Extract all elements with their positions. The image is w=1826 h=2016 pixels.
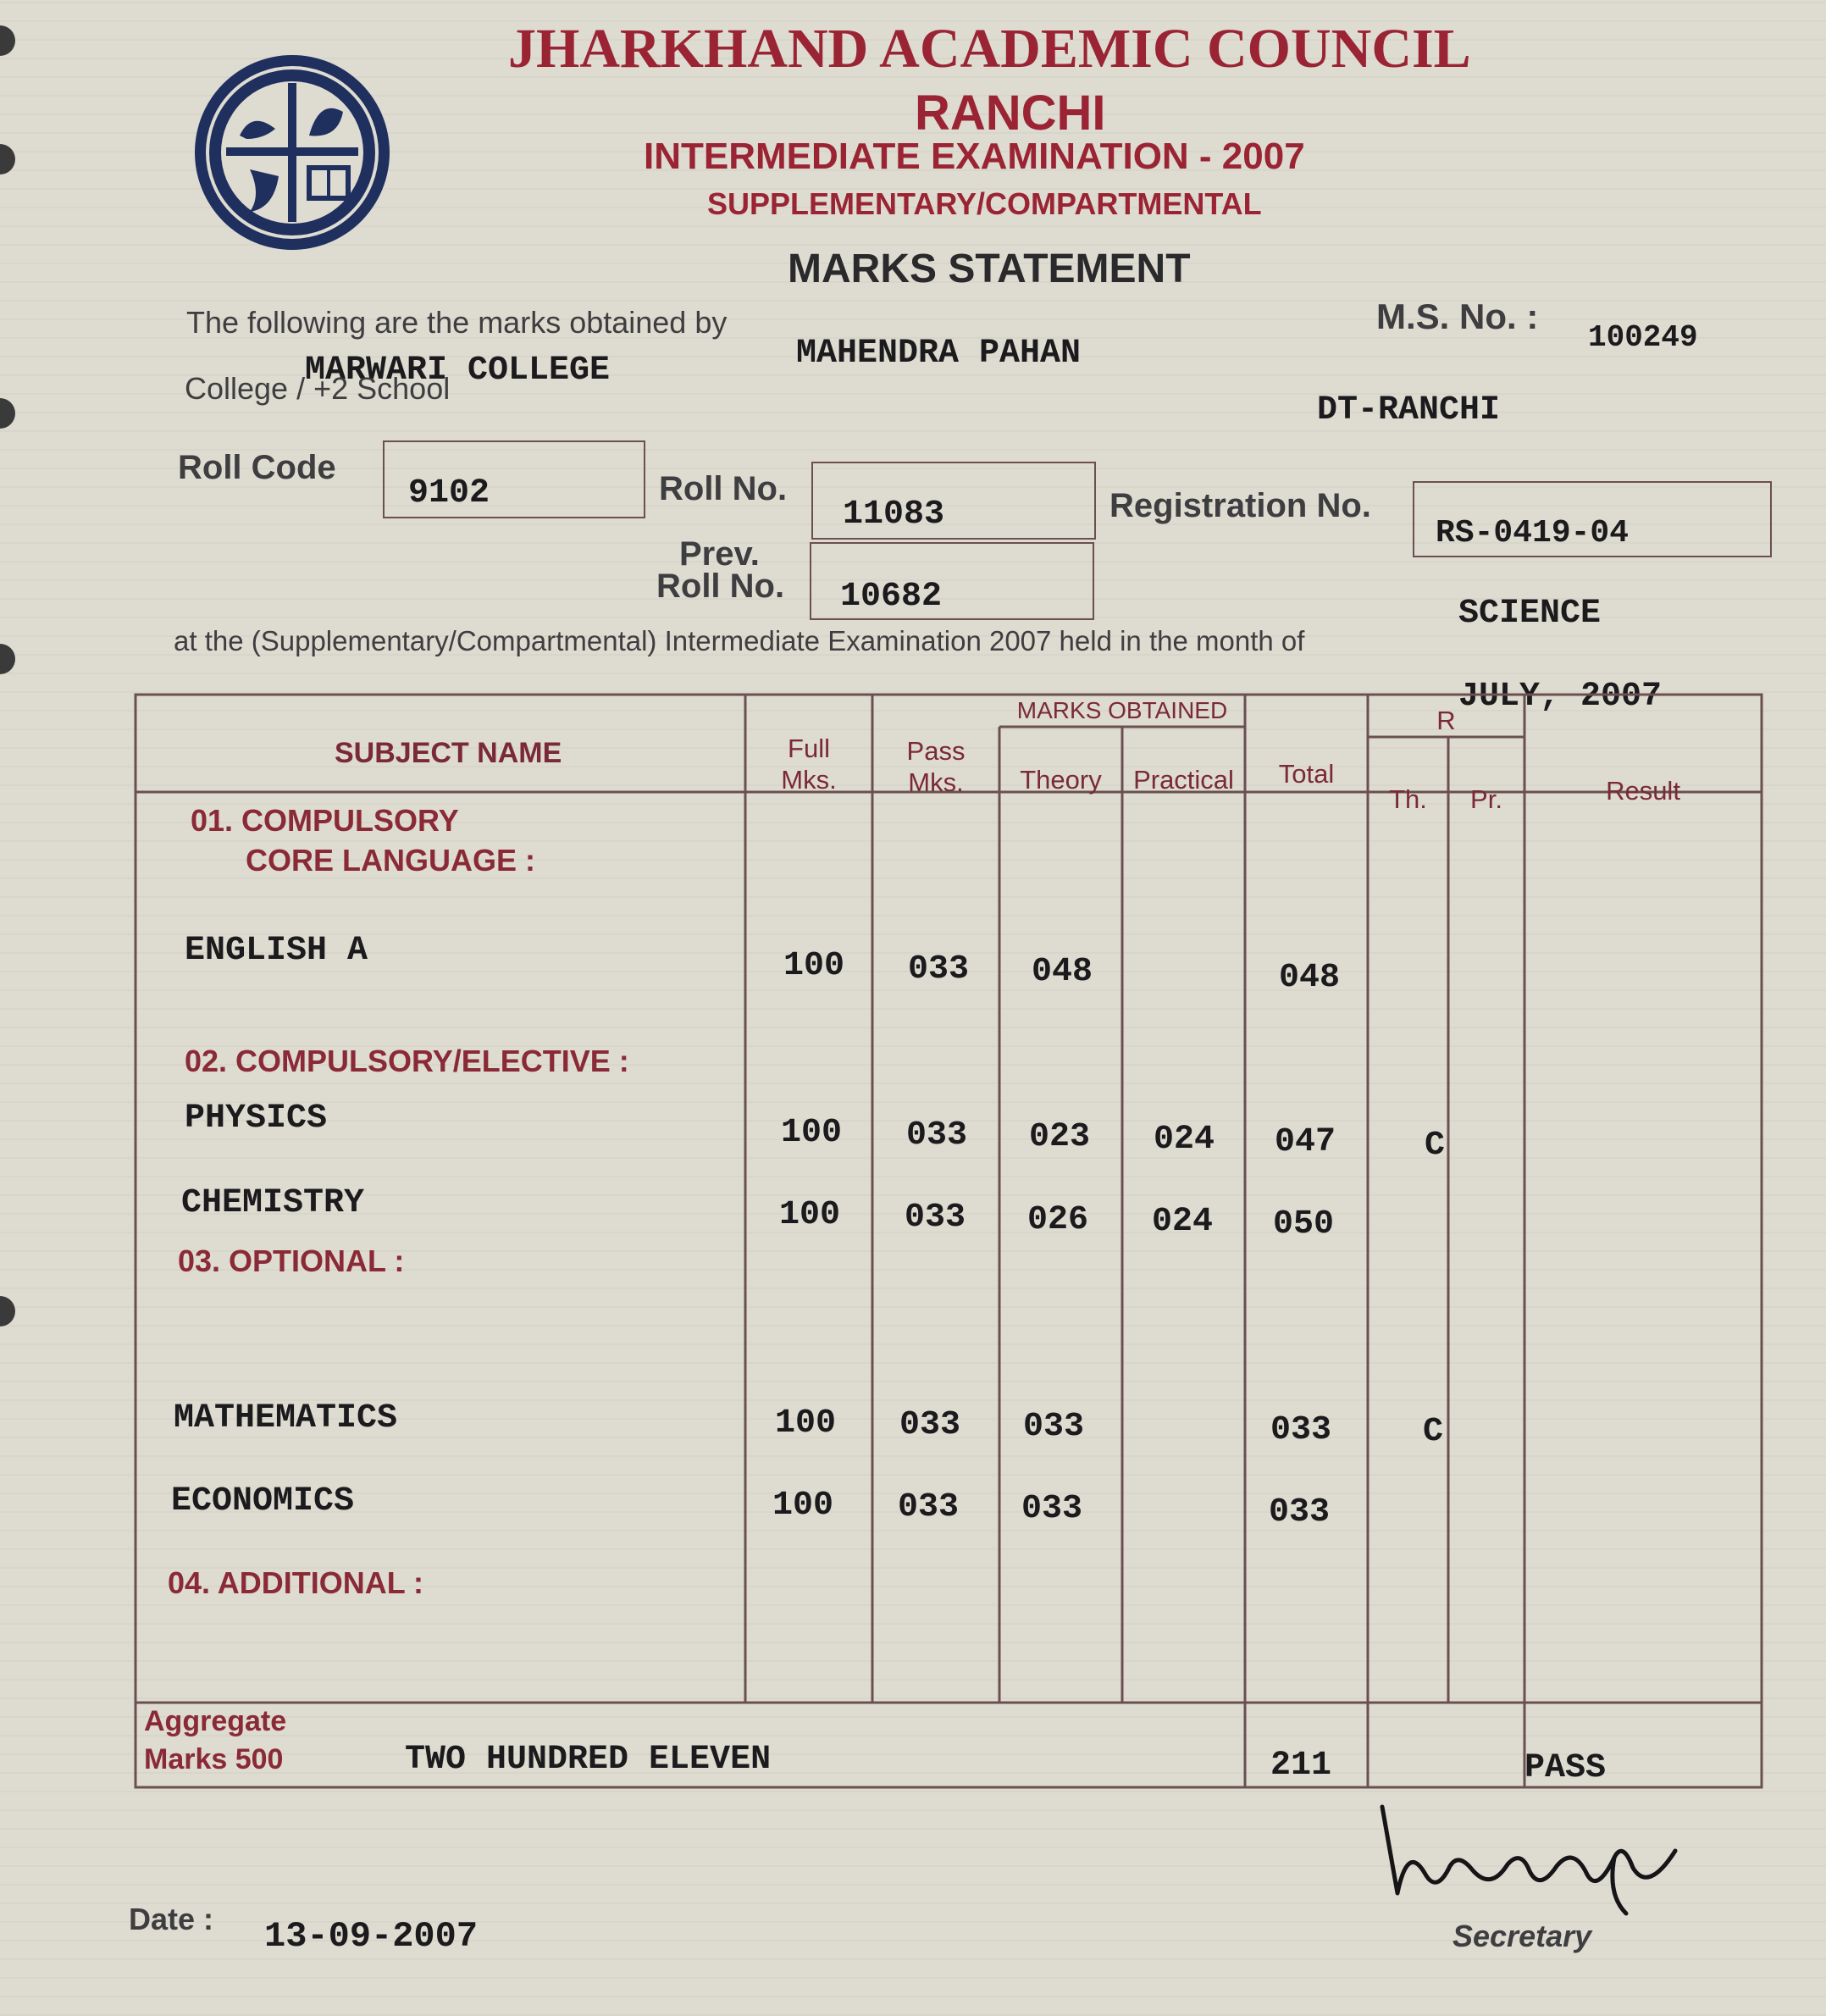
section-core-language: CORE LANGUAGE : [246, 843, 535, 878]
total-marks: 048 [1279, 959, 1341, 997]
header-theory: Theory [1020, 765, 1102, 795]
city-title: RANCHI [915, 86, 1106, 141]
subject-name: ECONOMICS [171, 1482, 355, 1520]
section-compulsory: 01. COMPULSORY [191, 803, 459, 838]
roll-code-value: 9102 [408, 474, 490, 512]
prev-roll-label-1: Prev. [679, 535, 760, 573]
secretary-label: Secretary [1452, 1919, 1592, 1953]
pass-marks: 033 [906, 1116, 968, 1155]
header-subject-name: SUBJECT NAME [335, 737, 562, 769]
aggregate-total: 211 [1270, 1747, 1332, 1785]
total-marks: 047 [1275, 1123, 1336, 1161]
registration-label: Registration No. [1109, 487, 1371, 524]
final-result: PASS [1524, 1749, 1607, 1787]
roll-code-label: Roll Code [178, 449, 336, 486]
practical-marks: 024 [1152, 1203, 1214, 1241]
prev-roll-label-2: Roll No. [656, 568, 785, 605]
section-elective: 02. COMPULSORY/ELECTIVE : [185, 1044, 629, 1078]
secretary-signature-icon [1364, 1800, 1702, 1927]
college-name: MARWARI COLLEGE [305, 352, 611, 390]
aggregate-label: Aggregate [144, 1705, 287, 1737]
theory-marks: 033 [1023, 1408, 1085, 1446]
exam-title: INTERMEDIATE EXAMINATION - 2007 [644, 136, 1305, 177]
registration-value: RS-0419-04 [1436, 515, 1630, 551]
full-marks: 100 [781, 1114, 843, 1152]
pass-marks: 033 [898, 1488, 960, 1526]
theory-marks: 048 [1032, 953, 1093, 991]
candidate-name: MAHENDRA PAHAN [796, 335, 1082, 373]
practical-marks: 024 [1154, 1121, 1215, 1159]
held-text: at the (Supplementary/Compartmental) Intermediate Examination 2007 held in the month of [174, 625, 1305, 656]
header-r-theory: Th. [1389, 784, 1427, 814]
remark-theory: C [1425, 1127, 1446, 1165]
issue-date: 13-09-2007 [264, 1916, 479, 1957]
pass-marks: 033 [908, 950, 970, 989]
council-title: JHARKHAND ACADEMIC COUNCIL [508, 18, 1471, 80]
aggregate-max-label: Marks 500 [144, 1743, 284, 1775]
subject-name: CHEMISTRY [181, 1184, 365, 1222]
intro-text: The following are the marks obtained by [186, 305, 728, 340]
date-label: Date : [129, 1902, 214, 1936]
document-title: MARKS STATEMENT [788, 246, 1191, 291]
total-marks: 033 [1270, 1411, 1332, 1449]
theory-marks: 033 [1021, 1490, 1083, 1528]
total-marks: 050 [1273, 1205, 1335, 1243]
header-result: Result [1606, 776, 1680, 806]
header-pass-marks: Pass Mks. [906, 736, 966, 798]
pass-marks: 033 [905, 1199, 966, 1237]
header-marks-obtained: MARKS OBTAINED [1016, 697, 1228, 723]
aggregate-in-words: TWO HUNDRED ELEVEN [405, 1741, 772, 1779]
ms-number-label: M.S. No. : [1376, 296, 1539, 336]
section-additional: 04. ADDITIONAL : [168, 1565, 424, 1600]
pass-marks: 033 [899, 1406, 961, 1444]
ms-number-value: 100249 [1588, 320, 1698, 355]
district: DT-RANCHI [1317, 391, 1501, 429]
remark-theory: C [1423, 1413, 1444, 1451]
full-marks: 100 [772, 1487, 834, 1525]
header-total: Total [1278, 759, 1335, 789]
header-r: R [1436, 706, 1456, 735]
subject-name: MATHEMATICS [174, 1399, 398, 1437]
full-marks: 100 [775, 1404, 837, 1443]
theory-marks: 023 [1029, 1118, 1091, 1156]
section-optional: 03. OPTIONAL : [178, 1243, 405, 1278]
full-marks: 100 [779, 1196, 841, 1234]
subject-name: PHYSICS [185, 1099, 328, 1138]
header-r-practical: Pr. [1470, 784, 1502, 814]
total-marks: 033 [1269, 1493, 1331, 1531]
roll-no-label: Roll No. [659, 470, 788, 507]
header-full-marks: Full Mks. [781, 734, 837, 795]
college-label: College / +2 School [185, 371, 451, 406]
header-practical: Practical [1133, 765, 1234, 795]
full-marks: 100 [783, 947, 845, 985]
roll-no-value: 11083 [843, 496, 945, 534]
prev-roll-no-value: 10682 [840, 578, 943, 616]
exam-month: JULY, 2007 [1458, 678, 1663, 716]
theory-marks: 026 [1027, 1201, 1089, 1239]
subject-name: ENGLISH A [185, 932, 368, 970]
stream: SCIENCE [1458, 595, 1602, 633]
exam-type: SUPPLEMENTARY/COMPARTMENTAL [707, 186, 1262, 221]
